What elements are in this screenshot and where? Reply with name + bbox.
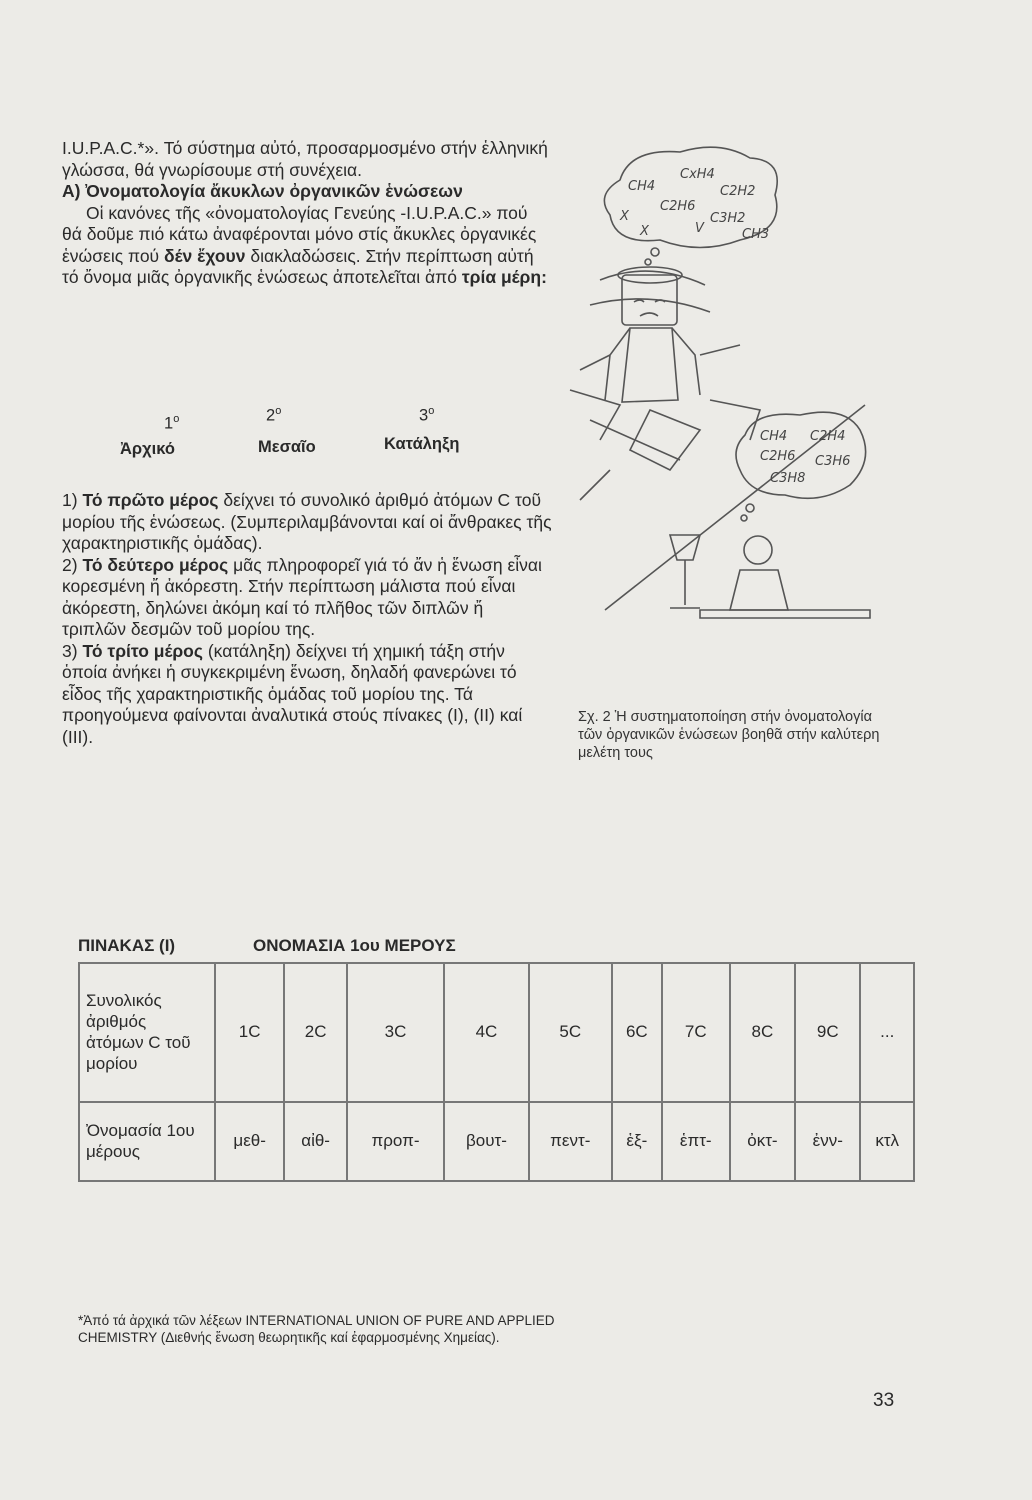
formula-top-8: X (640, 224, 649, 239)
intro-text-1: Οἱ κανόνες τῆς «ὀνοματολογίας Γενεύης -I.U.P.A.C.» πού θά δοῦμε πιό κάτω ἀναφέρονται μόνο στίς ἄκυκλες ὀργανικές ἑνώσεις πού (62, 202, 537, 266)
item-1-bold: Τό πρῶτο μέρος (82, 490, 219, 510)
cell: 2C (284, 963, 347, 1102)
intro-paragraph (62, 203, 552, 289)
table-row (79, 1102, 914, 1181)
cell: 5C (529, 963, 612, 1102)
formula-top-4: C2H2 (720, 184, 756, 199)
prefix-table (78, 962, 915, 1182)
cell: 9C (795, 963, 860, 1102)
part-2-label: Μεσαῖο (258, 438, 316, 456)
cell: ἑπτ- (662, 1102, 730, 1181)
formula-top-6: CH3 (742, 227, 770, 242)
formula-top-3: C2H6 (660, 199, 696, 214)
main-text-top (62, 138, 552, 289)
cell: κτλ (860, 1102, 914, 1181)
part-3-label: Κατάληξη (384, 435, 460, 453)
cell: 8C (730, 963, 795, 1102)
item-2-bold: Τό δεύτερο μέρος (82, 554, 229, 575)
formula-bottom-1: CH4 (760, 429, 788, 444)
cell: ὀκτ- (730, 1102, 795, 1181)
item-3-bold: Τό τρίτο μέρος (82, 640, 203, 661)
cell: 4C (444, 963, 528, 1102)
cell: 7C (662, 963, 730, 1102)
formula-bottom-4: C3H6 (815, 454, 851, 469)
calm-man-head (744, 536, 772, 564)
figure-caption: Σχ. 2 Ἡ συστηματοποίηση στήν ὀνοματολογία τῶν ὀργανικῶν ἑνώσεων βοηθᾶ στήν καλύτερη μελέτη τους (578, 709, 880, 761)
cell: πεντ- (529, 1102, 612, 1181)
intro-text-2: διακλαδώσεις. Στήν περίπτωση αὐτή τό ὄνομα μιᾶς ὀργανικῆς ἑνώσεως ἀποτελεῖται ἀπό (62, 245, 534, 287)
table-label: ΠΙΝΑΚΑΣ (I) (78, 936, 176, 955)
row1-header: Συνολικός ἀριθμός ἀτόμων C τοῦ μορίου (79, 963, 215, 1102)
formula-top-5: C3H2 (710, 211, 746, 226)
part-2-number: $2^o$ (266, 405, 282, 425)
formula-bottom-2: C2H4 (810, 429, 846, 444)
cell: 6C (612, 963, 662, 1102)
item-2: 2) Τό δεύτερο μέρος μᾶς πληροφορεῖ γιά τό ἄν ἡ ἕνωση εἶναι κορεσμένη ἤ ἀκόρεστη. Στήν περίπτωση μάλιστα πού εἶναι ἀκόρεστη, δηλώνει ἀκόμη καί τό πλῆθος τῶν διπλῶν ἤ τριπλῶν δεσμῶν τοῦ μορίου της. (62, 554, 542, 639)
page-number: 33 (873, 1390, 895, 1411)
cell: μεθ- (215, 1102, 284, 1181)
dizzy-lines (590, 271, 710, 312)
section-a-heading: Α) Ὀνοματολογία ἄκυκλων ὀργανικῶν ἑνώσεων (62, 181, 463, 201)
paragraph-iupac: I.U.P.A.C.*». Τό σύστημα αὐτό, προσαρμοσμένο στήν ἑλληνική γλώσσα, θά γνωρίσουμε στή συνέχεια. (62, 138, 548, 180)
cartoon-illustration (560, 140, 880, 630)
formula-bottom-5: C3H8 (770, 471, 806, 486)
formula-top-9: V (695, 221, 704, 236)
cell: προπ- (347, 1102, 444, 1181)
formula-top-7: X (620, 209, 629, 224)
part-1-number: $1^o$ (164, 413, 180, 433)
footnote: *Ἀπό τά ἀρχικά τῶν λέξεων INTERNATIONAL UNION OF PURE AND APPLIED CHEMISTRY (Διεθνής ἕνωση θεωρητικῆς καί ἐφαρμοσμένης Χημείας). (78, 1313, 555, 1345)
cell: βουτ- (444, 1102, 528, 1181)
cell: αἰθ- (284, 1102, 347, 1181)
main-text-items (62, 490, 552, 748)
table-title: ΟΝΟΜΑΣΙΑ 1ου ΜΕΡΟΥΣ (253, 936, 456, 955)
cell: 3C (347, 963, 444, 1102)
formula-top-2: CxH4 (680, 167, 715, 182)
cell: ἑξ- (612, 1102, 662, 1181)
cell: 1C (215, 963, 284, 1102)
item-3: 3) Τό τρίτο μέρος (κατάληξη) δείχνει τή χημική τάξη στήν ὁποία ἀνήκει ἡ συγκεκριμένη ἕνωση, δηλαδή φανερώνει τό εἶδος τῆς χαρακτηριστικῆς ὁμάδας τοῦ μορίου της. Τά προηγούμενα φαίνονται ἀναλυτικά στούς πίνακες (I), (II) καί (III). (62, 640, 523, 747)
item-1: 1) Τό πρῶτο μέρος δείχνει τό συνολικό ἀριθμό ἀτόμων C τοῦ μορίου τῆς ἑνώσεως. (Συμπεριλαμβάνονται καί οἱ ἄνθρακες τῆς χαρακτηριστικῆς ὁμάδας). (62, 490, 552, 553)
intro-bold-2: τρία μέρη: (461, 267, 547, 287)
formula-bottom-3: C2H6 (760, 449, 796, 464)
papers (570, 390, 760, 470)
part-3-number: $3^o$ (419, 405, 435, 425)
formula-top-1: CH4 (628, 179, 656, 194)
intro-bold-1: δέν ἔχουν (164, 245, 246, 266)
cell: ... (860, 963, 914, 1102)
table-row (79, 963, 914, 1102)
cell: ἐνν- (795, 1102, 860, 1181)
row2-header: Ὀνομασία 1ου μέρους (79, 1102, 215, 1181)
part-1-label: Ἀρχικό (120, 440, 175, 458)
